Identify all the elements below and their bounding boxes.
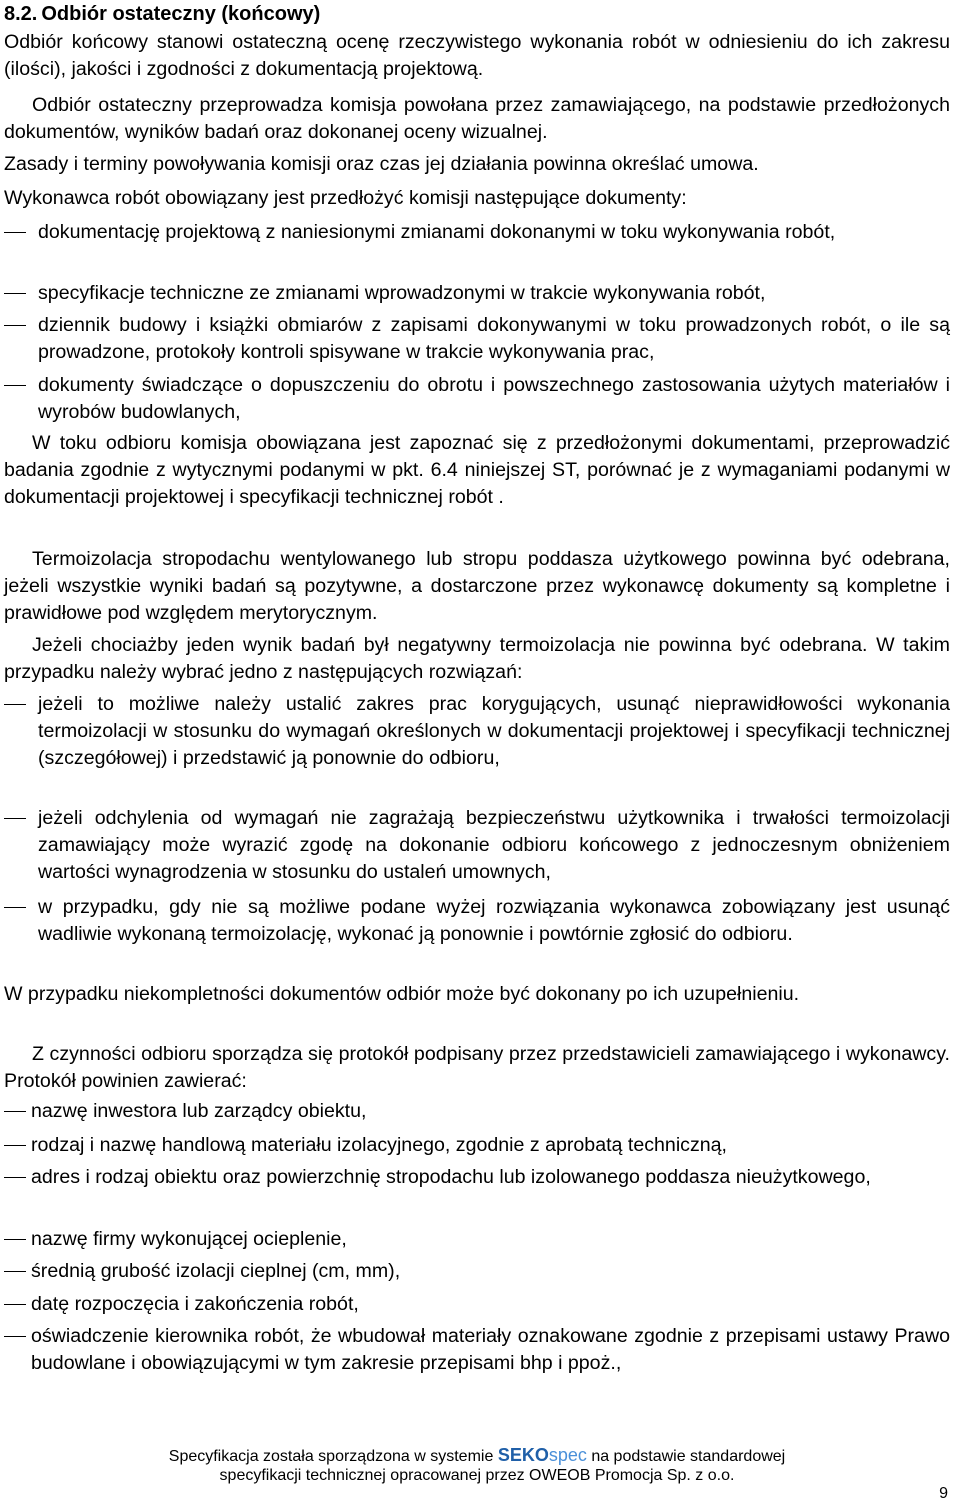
paragraph-4: Wykonawca robót obowiązany jest przedłożyć komisji następujące dokumenty: [4, 187, 687, 209]
dash-bullet [4, 325, 26, 326]
paragraph-3: Zasady i terminy powoływania komisji oraz czas jej działania powinna określać umowa. [4, 153, 759, 175]
paragraph-7: Jeżeli chociażby jeden wynik badań był negatywny termoizolacja nie powinna być odebrana. W takim przypadku należy wybrać jedno z następujących rozwiązań: [4, 634, 950, 683]
paragraph-9: Z czynności odbioru sporządza się protokół podpisany przez przedstawicieli zamawiającego i wykonawcy. Protokół powinien zawierać: [4, 1043, 950, 1092]
dash-bullet [4, 1239, 26, 1240]
list-item-text: rodzaj i nazwę handlową materiału izolacyjnego, zgodnie z aprobatą techniczną, [31, 1134, 727, 1156]
dash-bullet [4, 1145, 26, 1146]
footer-text: Specyfikacja została sporządzona w systemie [168, 1448, 494, 1465]
list-item-text: dokumenty świadczące o dopuszczeniu do obrotu i powszechnego zastosowania użytych materiałów i wyrobów budowlanych, [38, 374, 950, 423]
list-item-text: nazwę firmy wykonującej ocieplenie, [31, 1228, 347, 1250]
page-number: 9 [939, 1485, 948, 1502]
page-footer [4, 1446, 950, 1485]
list-item-text: nazwę inwestora lub zarządcy obiektu, [31, 1100, 367, 1122]
dash-bullet [4, 293, 26, 294]
list-item [4, 312, 950, 366]
list-item-text: średnią grubość izolacji cieplnej (cm, mm), [31, 1260, 401, 1282]
list-item-text: adres i rodzaj obiektu oraz powierzchnię stropodachu lub izolowanego poddasza nieużytkowego, [31, 1166, 871, 1188]
list-item [4, 280, 950, 307]
paragraph-8: W przypadku niekompletności dokumentów odbiór może być dokonany po ich uzupełnieniu. [4, 983, 800, 1005]
dash-bullet [4, 232, 26, 233]
list-item-text: jeżeli to możliwe należy ustalić zakres prac korygujących, usunąć nieprawidłowości wykonania termoizolacji w stosunku do wymagań określonych w dokumentacji projektowej i specyfikacji technicznej (szczegółowej) i przedstawić ją ponownie do odbioru, [38, 693, 950, 769]
paragraph-5: W toku odbioru komisja obowiązana jest zapoznać się z przedłożonymi dokumentami, przeprowadzić badania zgodnie z wytycznymi podanymi w pkt. 6.4 niniejszej ST, porównać je z wymaganiami podanymi w dokumentacji projektowej i specyfikacji technicznej robót . [4, 432, 950, 508]
list-item [4, 1291, 950, 1318]
dash-bullet [4, 907, 26, 908]
list-item [4, 805, 950, 886]
paragraph-2: Odbiór ostateczny przeprowadza komisja powołana przez zamawiającego, na podstawie przedłożonych dokumentów, wyników badań oraz dokonanej oceny wizualnej. [4, 94, 950, 143]
list-item-text: dziennik budowy i książki obmiarów z zapisami dokonywanymi w toku prowadzonych robót, o ile są prowadzone, protokoły kontroli spisywane w trakcie wykonywania prac, [38, 314, 950, 363]
dash-bullet [4, 385, 26, 386]
dash-bullet [4, 1336, 26, 1337]
list-item [4, 1132, 950, 1159]
list-item [4, 1164, 950, 1191]
list-item-text: jeżeli odchylenia od wymagań nie zagrażają bezpieczeństwu użytkownika i trwałości termoizolacji zamawiający może wyrazić zgodę na dokonanie odbioru końcowego z jednoczesnym obniżeniem wartości wynagrodzenia w stosunku do ustaleń umownych, [38, 807, 950, 883]
section-title: Odbiór ostateczny (końcowy) [41, 3, 321, 25]
list-item-text: specyfikacje techniczne ze zmianami wprowadzonymi w trakcie wykonywania robót, [38, 282, 766, 304]
list-item [4, 1323, 950, 1377]
paragraph-6: Termoizolacja stropodachu wentylowanego lub stropu poddasza użytkowego powinna być odebrana, jeżeli wszystkie wyniki badań są pozytywne, a dostarczone przez wykonawcę dokumenty są kompletne i prawidłowe pod względem merytorycznym. [4, 548, 950, 624]
section-heading [4, 0, 320, 28]
list-item-text: dokumentację projektową z naniesionymi zmianami dokonanymi w toku wykonywania robót, [38, 221, 836, 243]
dash-bullet [4, 704, 26, 705]
dash-bullet [4, 1271, 26, 1272]
list-item-text: datę rozpoczęcia i zakończenia robót, [31, 1293, 359, 1315]
list-item-text: oświadczenie kierownika robót, że wbudował materiały oznakowane zgodnie z przepisami ustawy Prawo budowlane i obowiązującymi w tym zakresie przepisami bhp i ppoż., [31, 1325, 950, 1374]
list-item [4, 1258, 950, 1285]
list-item [4, 372, 950, 426]
list-item [4, 1098, 950, 1125]
footer-line-2: specyfikacji technicznej opracowanej przez OWEOB Promocja Sp. z o.o. [219, 1467, 735, 1484]
dash-bullet [4, 1304, 26, 1305]
list-item [4, 219, 950, 246]
footer-line-1 [4, 1446, 950, 1466]
list-item [4, 894, 950, 948]
dash-bullet [4, 1111, 26, 1112]
footer-brand-logo: SEKO [497, 1445, 549, 1465]
list-item [4, 691, 950, 772]
list-item-text: w przypadku, gdy nie są możliwe podane wyżej rozwiązania wykonawca zobowiązany jest usunąć wadliwie wykonaną termoizolację, wykonać ją ponownie i powtórnie zgłosić do odbioru. [38, 896, 950, 945]
footer-text: na podstawie standardowej [591, 1448, 786, 1465]
footer-brand-logo-suffix: spec [548, 1445, 587, 1465]
dash-bullet [4, 1177, 26, 1178]
list-item [4, 1226, 950, 1253]
dash-bullet [4, 818, 26, 819]
paragraph-1: Odbiór końcowy stanowi ostateczną ocenę rzeczywistego wykonania robót w odniesieniu do ich zakresu (ilości), jakości i zgodności z dokumentacją projektową. [4, 31, 950, 80]
section-number: 8.2. [4, 3, 38, 25]
